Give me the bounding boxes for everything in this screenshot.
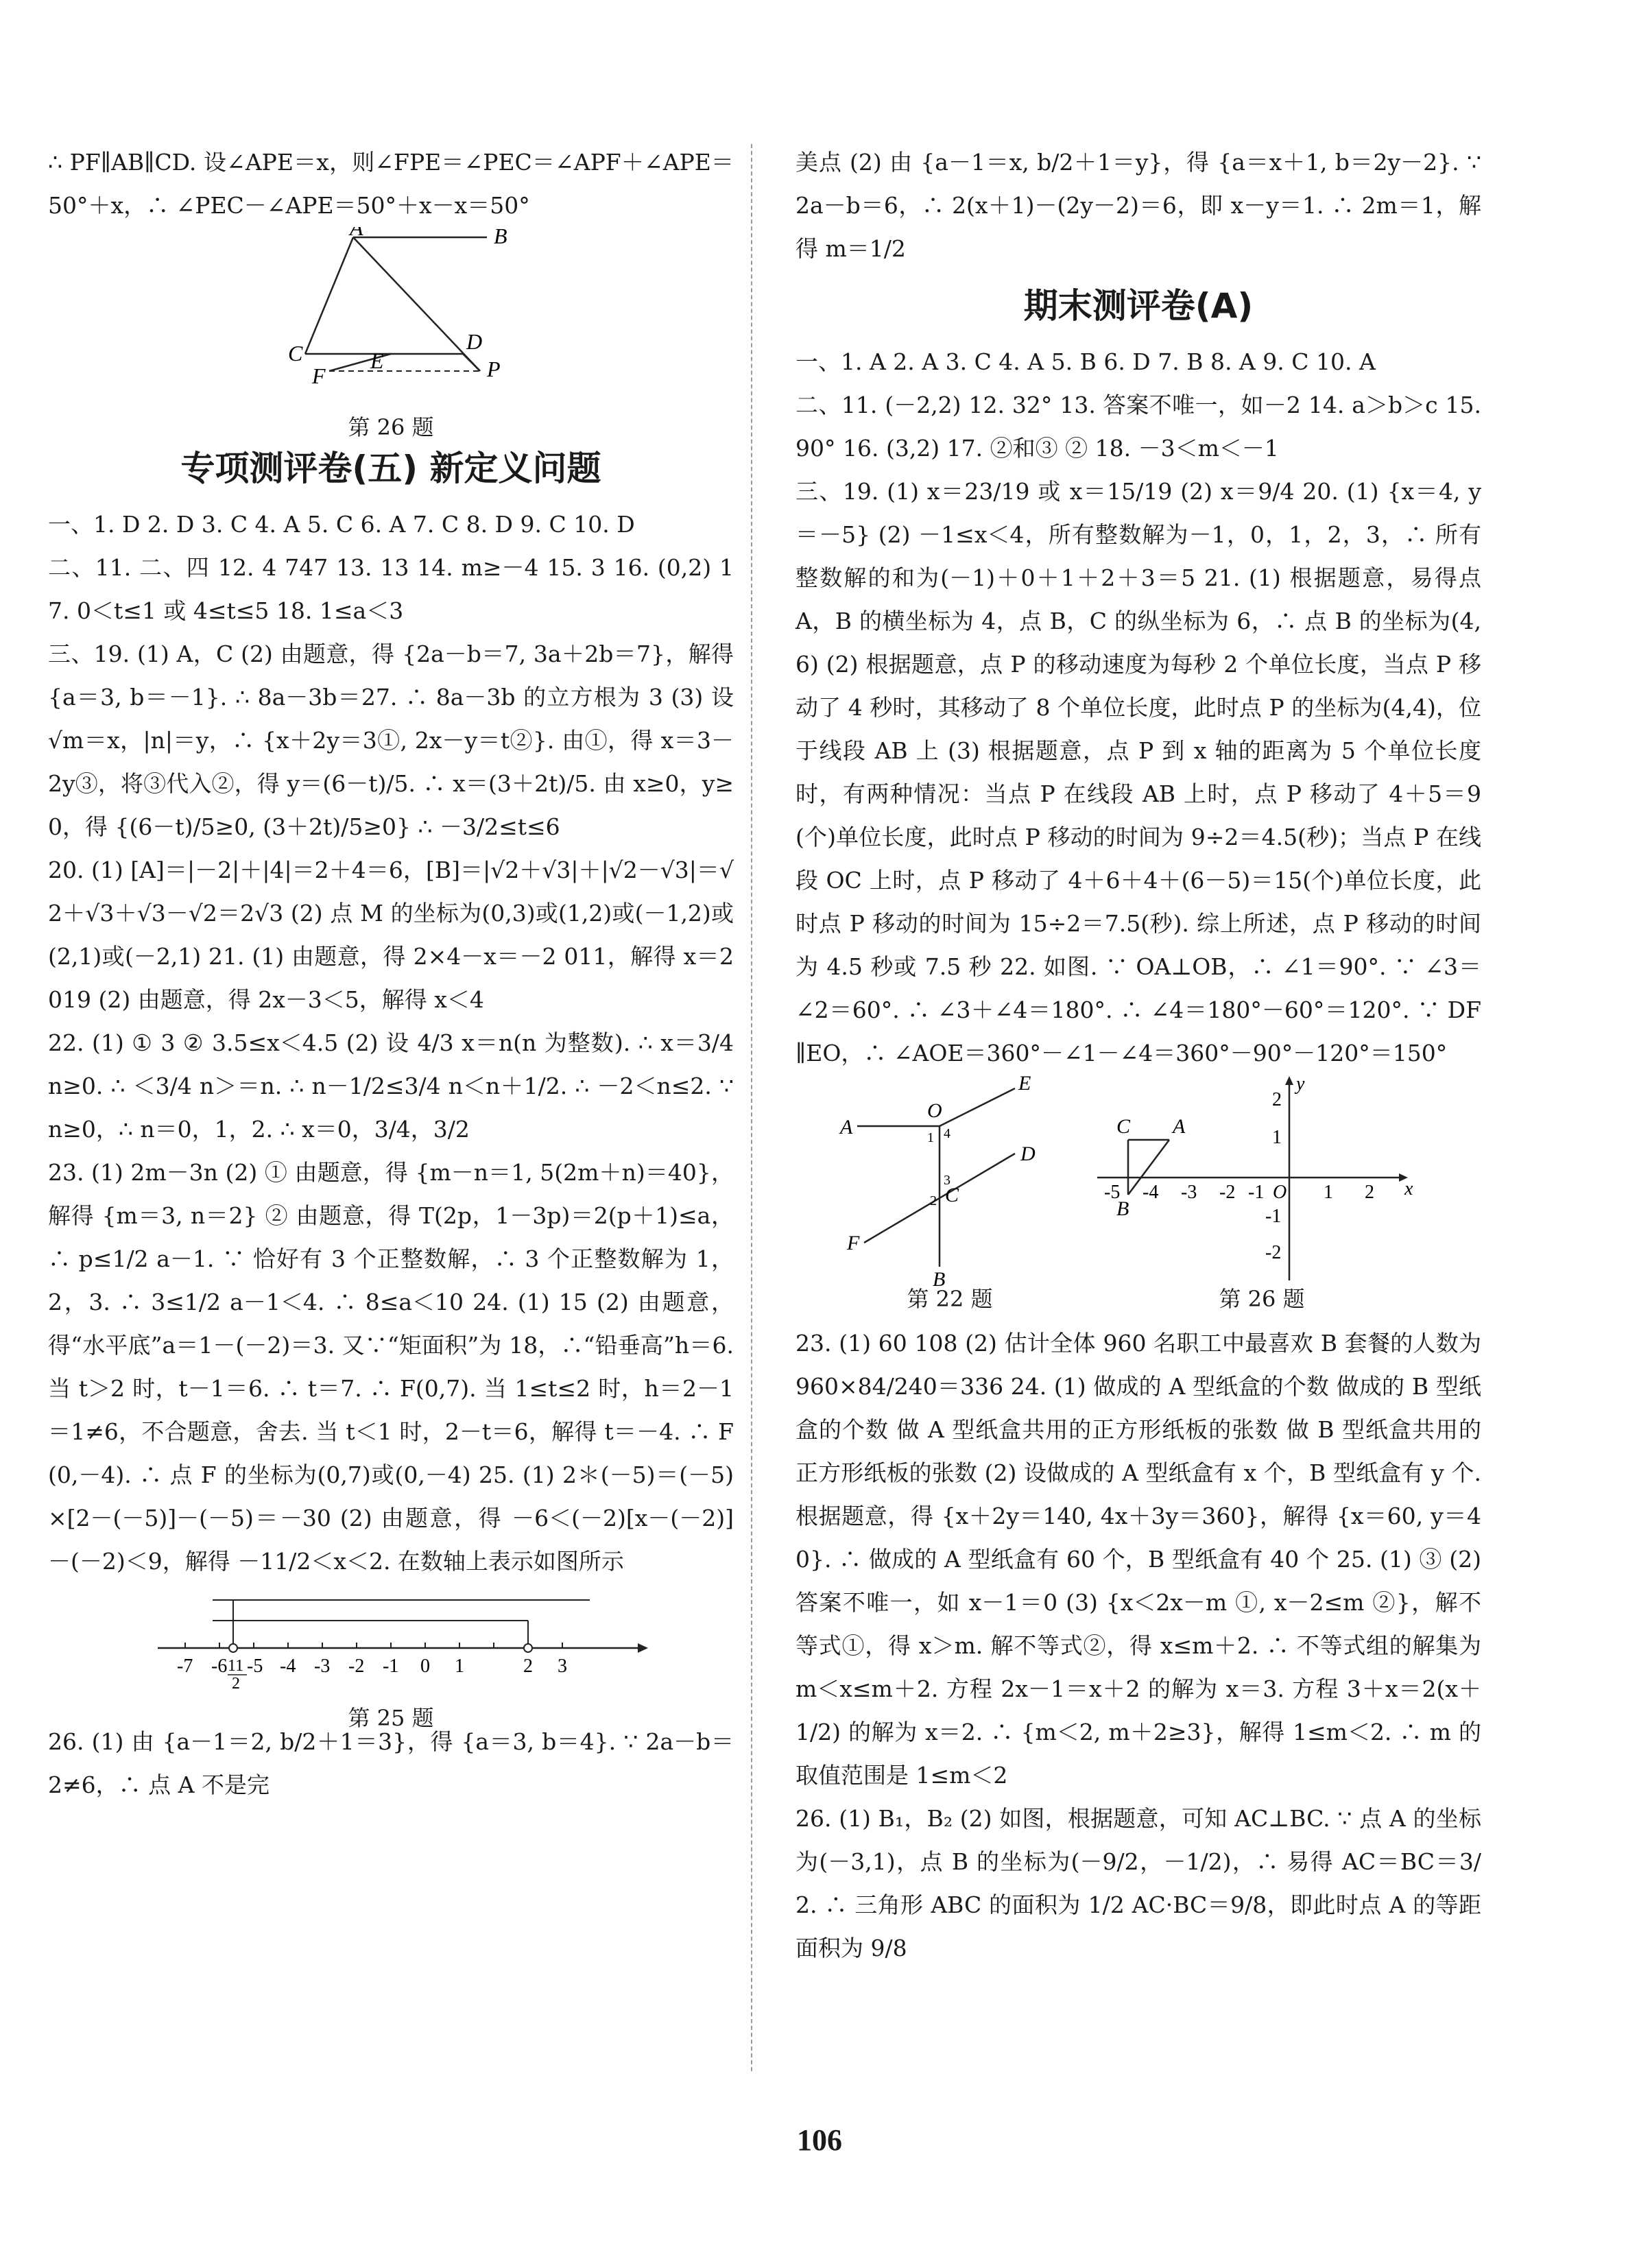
page-number: 106	[797, 2123, 842, 2157]
fig26-label-C: C	[1116, 1115, 1131, 1138]
label-P: P	[487, 357, 501, 381]
answer-paragraph-1: 一、1. D 2. D 3. C 4. A 5. C 6. A 7. C 8. D 9. C 10. D	[48, 511, 635, 538]
answer-paragraph-3: 三、19. (1) A，C (2) 由题意，得 {2a－b＝7, 3a＋2b＝7}，解得 {a＝3, b＝－1}. ∴ 8a－3b＝27. ∴ 8a－3b 的立方根为 3 (3) 设 √m＝x，|n|＝y，∴ {x＋2y＝3①, 2x－y＝t②}. 由①，得 x＝3－2y③，将③代入②，得 y＝(6－t)/5. ∴ x＝(3＋2t)/5. 由 x≥0，y≥0，得 {(6－t)/5≥0, (3＋2t)/5≥0} ∴ －3/2≤t≤6	[48, 641, 734, 840]
tick-label: -1	[383, 1656, 399, 1677]
tick-label: 2	[523, 1656, 533, 1677]
fig22-angle-4: 4	[944, 1126, 950, 1141]
fig22-angle-2: 2	[930, 1193, 937, 1208]
answer-paragraph-4: 20. (1) [A]＝|－2|＋|4|＝2＋4＝6，[B]＝|√2＋√3|＋|√2－√3|＝√2＋√3＋√3－√2＝2√3 (2) 点 M 的坐标为(0,3)或(1,2)或(－1,2)或(2,1)或(－2,1) 21. (1) 由题意，得 2×4－x＝－2 011，解得 x＝2 019 (2) 由题意，得 2x－3＜5，解得 x＜4	[48, 857, 734, 1013]
tick-label: -7	[177, 1656, 193, 1677]
fig22-label-F: F	[847, 1232, 860, 1254]
column-divider	[751, 144, 752, 2071]
figure-26-right-coordinate	[1097, 1075, 1413, 1280]
left-column	[48, 141, 734, 1806]
fig22-label-D: D	[1020, 1143, 1036, 1165]
fig22-angle-3: 3	[944, 1173, 950, 1188]
final-answer-paragraph-4: 23. (1) 60 108 (2) 估计全体 960 名职工中最喜欢 B 套餐的人数为 960×84/240＝336 24. (1) 做成的 A 型纸盒的个数 做成的 B 型纸盒的个数 做 A 型纸盒共用的正方形纸板的张数 做 B 型纸盒共用的正方形纸板的张数 (2) 设做成的 A 型纸盒有 x 个，B 型纸盒有 y 个. 根据题意，得 {x＋2y＝140, 4x＋3y＝360}，解得 {x＝60, y＝40}. ∴ 做成的 A 型纸盒有 60 个，B 型纸盒有 40 个 25. (1) ③ (2) 答案不唯一，如 x－1＝0 (3) {x＜2x－m ①, x－2≤m ②}，解不等式①，得 x＞m. 解不等式②，得 x≤m＋2. ∴ 不等式组的解集为 m＜x≤m＋2. 方程 2x－1＝x＋2 的解为 x＝3. 方程 3＋x＝2(x＋1/2) 的解为 x＝2. ∴ {m＜2, m＋2≥3}，解得 1≤m＜2. ∴ m 的取值范围是 1≤m＜2	[795, 1330, 1481, 1789]
figure-26-right-caption: 第 26 题	[1219, 1286, 1305, 1312]
answer-paragraph-2: 二、11. 二、四 12. 4 747 13. 13 14. m≥－4 15. 3 16. (0,2) 17. 0＜t≤1 或 4≤t≤5 18. 1≤a＜3	[48, 554, 734, 624]
tick-label: -4	[280, 1656, 296, 1677]
answer-paragraph-5: 22. (1) ① 3 ② 3.5≤x＜4.5 (2) 设 4/3 x＝n(n 为整数). ∴ x＝3/4 n≥0. ∴ ＜3/4 n＞＝n. ∴ n－1/2≤3/4 n＜n＋1/2. ∴ －2＜n≤2. ∵ n≥0，∴ n＝0，1，2. ∴ x＝0，3/4，3/2	[48, 1029, 734, 1143]
final-answer-paragraph-3: 三、19. (1) x＝23/19 或 x＝15/19 (2) x＝9/4 20. (1) {x＝4, y＝－5} (2) －1≤x＜4，所有整数解为－1，0，1，2，3，∴ 所有整数解的和为(－1)＋0＋1＋2＋3＝5 21. (1) 根据题意，易得点 A，B 的横坐标为 4，点 B，C 的纵坐标为 6，∴ 点 B 的坐标为(4,6) (2) 根据题意，点 P 的移动速度为每秒 2 个单位长度，当点 P 移动了 4 秒时，其移动了 8 个单位长度，此时点 P 的坐标为(4,4)，位于线段 AB 上 (3) 根据题意，点 P 到 x 轴的距离为 5 个单位长度时，有两种情况：当点 P 在线段 AB 上时，点 P 移动了 4＋5＝9(个)单位长度，此时点 P 移动的时间为 9÷2＝4.5(秒)；当点 P 在线段 OC 上时，点 P 移动了 4＋6＋4＋(6－5)＝15(个)单位长度，此时点 P 移动的时间为 15÷2＝7.5(秒). 综上所述，点 P 移动的时间为 4.5 秒或 7.5 秒 22. 如图. ∵ OA⊥OB，∴ ∠1＝90°. ∵ ∠3＝∠2＝60°. ∴ ∠3＋∠4＝180°. ∴ ∠4＝180°－60°＝120°. ∵ DF∥EO，∴ ∠AOE＝360°－∠1－∠4＝360°－90°－120°＝150°	[795, 478, 1481, 1066]
fig22-label-B: B	[933, 1268, 946, 1287]
answer-paragraph-6: 23. (1) 2m－3n (2) ① 由题意，得 {m－n＝1, 5(2m＋n)＝40}，解得 {m＝3, n＝2} ② 由题意，得 T(2p，1－3p)＝2(p＋1)≤a，∴ p≤1/2 a－1. ∵ 恰好有 3 个正整数解，∴ 3 个正整数解为 1，2，3. ∴ 3≤1/2 a－1＜4. ∴ 8≤a＜10 24. (1) 15 (2) 由题意，得“水平底”a＝1－(－2)＝3. 又∵“矩面积”为 18，∴“铅垂高”h＝6. 当 t＞2 时，t－1＝6. ∴ t＝7. ∴ F(0,7). 当 1≤t≤2 时，h＝2－1＝1≠6，不合题意，舍去. 当 t＜1 时，2－t＝6，解得 t＝－4. ∴ F(0,－4). ∴ 点 F 的坐标为(0,7)或(0,－4) 25. (1) 2＊(－5)＝(－5)×[2－(－5)]－(－5)＝－30 (2) 由题意，得 －6＜(－2)[x－(－2)]－(－2)＜9，解得 －11/2＜x＜2. 在数轴上表示如图所示	[48, 1159, 734, 1575]
fig26-xtick: 1	[1324, 1182, 1333, 1203]
fig26-xtick: -1	[1248, 1182, 1265, 1203]
fig26-ytick: -1	[1265, 1206, 1282, 1227]
tick-label: 0	[420, 1656, 430, 1677]
fig26-xtick: -5	[1104, 1182, 1121, 1203]
fig26-ytick: 2	[1272, 1089, 1282, 1110]
fig26-xtick: 2	[1365, 1182, 1374, 1203]
fig26-label-B: B	[1116, 1197, 1129, 1220]
fig22-label-O: O	[927, 1099, 942, 1122]
label-B: B	[494, 227, 507, 248]
figure-25-caption: 第 25 题	[348, 1705, 434, 1731]
label-D: D	[466, 329, 483, 354]
tick-label: 1	[455, 1656, 464, 1677]
final-answer-paragraph-2: 二、11. (－2,2) 12. 32° 13. 答案不唯一，如－2 14. a＞b＞c 15. 90° 16. (3,2) 17. ②和③ ② 18. －3＜m＜－1	[795, 392, 1481, 462]
figure-22-caption: 第 22 题	[907, 1286, 993, 1312]
label-C: C	[288, 341, 303, 366]
tick-label: 3	[558, 1656, 567, 1677]
fig26-ytick: 1	[1272, 1127, 1282, 1148]
fig22-angle-1: 1	[927, 1130, 934, 1145]
fig26-xtick: -4	[1142, 1182, 1159, 1203]
fig26-axis-x: x	[1404, 1178, 1413, 1199]
right-intro-paragraph: 美点 (2) 由 {a－1＝x, b/2＋1＝y}，得 {a＝x＋1, b＝2y－2}. ∵ 2a－b＝6，∴ 2(x＋1)－(2y－2)＝6，即 x－y＝1. ∴ 2m＝1，解得 m＝1/2	[795, 149, 1481, 262]
section-title-final-test-a: 期末测评卷(A)	[1023, 286, 1254, 326]
figure-25-number-line	[48, 1583, 734, 1731]
fig26-label-A: A	[1173, 1115, 1186, 1138]
figure-22-diagram	[795, 1075, 1481, 1287]
tick-label: -6	[211, 1656, 228, 1677]
fraction-numerator: 11	[228, 1657, 244, 1675]
fig22-label-A: A	[840, 1116, 853, 1138]
answer-paragraph-7: 26. (1) 由 {a－1＝2, b/2＋1＝3}，得 {a＝3, b＝4}. ∵ 2a－b＝2≠6，∴ 点 A 不是完	[48, 1728, 734, 1798]
fraction-denominator: 2	[232, 1675, 240, 1689]
label-E: E	[370, 348, 384, 373]
fig26-ytick: -2	[1265, 1242, 1282, 1263]
fig22-label-C: C	[945, 1184, 959, 1206]
left-intro-paragraph: ∴ PF∥AB∥CD. 设∠APE＝x，则∠FPE＝∠PEC＝∠APF＋∠APE＝50°＋x，∴ ∠PEC－∠APE＝50°＋x－x＝50°	[48, 149, 734, 219]
tick-label: -3	[314, 1656, 331, 1677]
figure-26-left	[48, 227, 734, 440]
number-line-diagram	[48, 1583, 734, 1689]
figure-26-diagram	[48, 227, 734, 398]
label-A: A	[350, 227, 363, 240]
label-F: F	[312, 363, 326, 388]
figure-26-caption: 第 26 题	[348, 414, 434, 440]
final-answer-paragraph-1: 一、1. A 2. A 3. C 4. A 5. B 6. D 7. B 8. A 9. C 10. A	[795, 348, 1376, 375]
fig22-label-E: E	[1018, 1075, 1031, 1095]
fig26-origin: O	[1273, 1182, 1287, 1203]
right-column	[795, 141, 1481, 1970]
fig26-xtick: -3	[1181, 1182, 1197, 1203]
final-answer-paragraph-5: 26. (1) B₁，B₂ (2) 如图，根据题意，可知 AC⊥BC. ∵ 点 A 的坐标为(－3,1)，点 B 的坐标为(－9/2，－1/2)，∴ 易得 AC＝BC＝3/2. ∴ 三角形 ABC 的面积为 1/2 AC·BC＝9/8，即此时点 A 的等距面积为 9/8	[795, 1805, 1481, 1961]
fig26-axis-y: y	[1296, 1075, 1305, 1095]
fig26-xtick: -2	[1219, 1182, 1236, 1203]
section-title-special-test-5: 专项测评卷(五) 新定义问题	[180, 449, 601, 488]
tick-label: -2	[348, 1656, 365, 1677]
tick-label: -5	[247, 1656, 263, 1677]
figures-22-and-26	[795, 1075, 1481, 1322]
